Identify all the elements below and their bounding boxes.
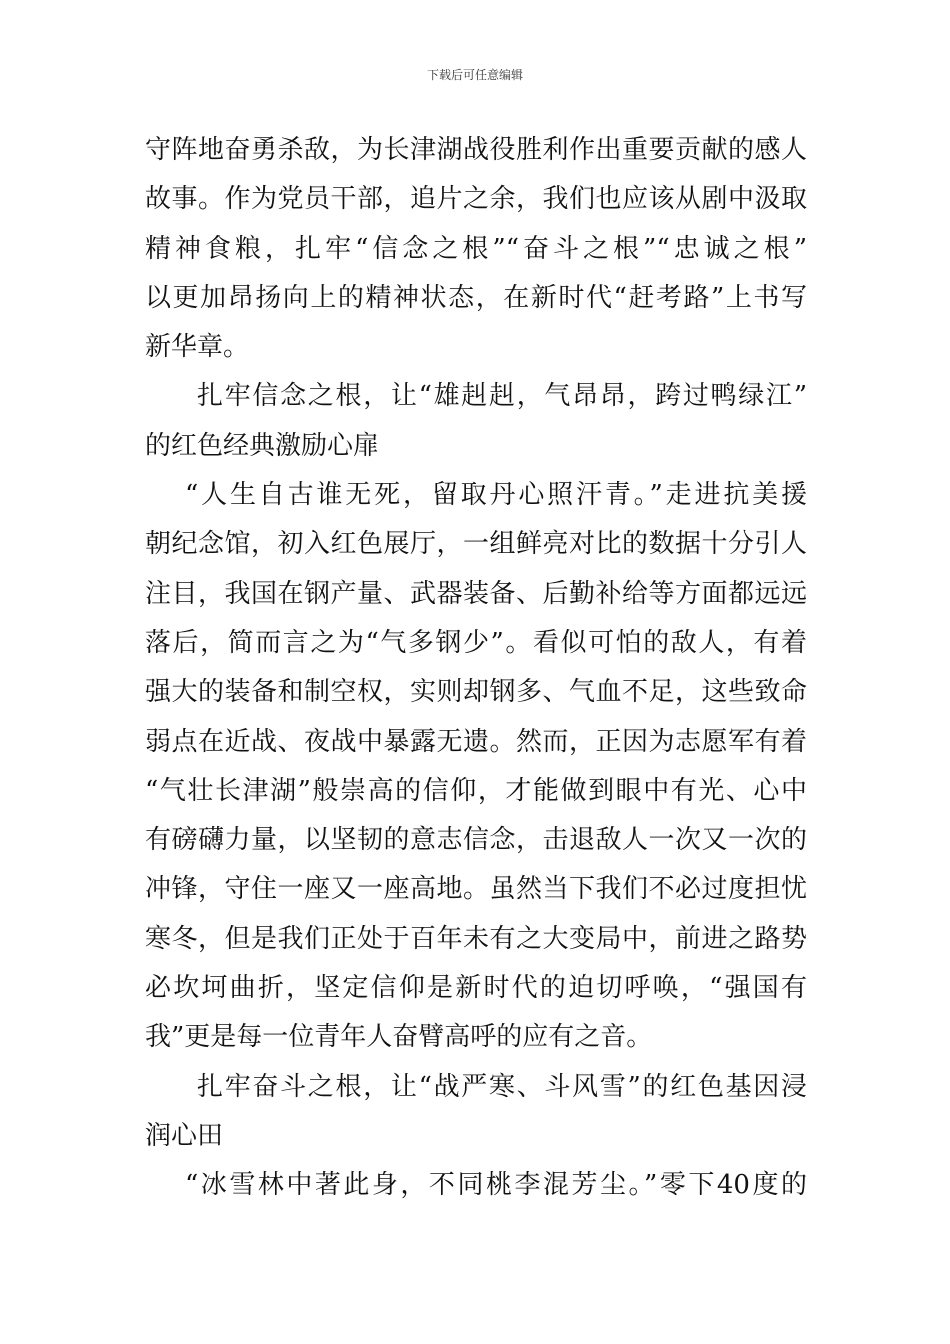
text-line: “冰雪林中著此身，不同桃李混芳尘。”零下40度的 (185, 1170, 807, 1201)
text-line: “人生自古谁无死，留取丹心照汗青。”走进抗美援 (185, 480, 807, 511)
text-line: 精神食粮，扎牢“信念之根”“奋斗之根”“忠诚之根” (145, 233, 807, 264)
text-line: 朝纪念馆，初入红色展厅，一组鲜亮对比的数据十分引人 (145, 529, 807, 560)
text-line: 寒冬，但是我们正处于百年未有之大变局中，前进之路势 (145, 923, 807, 954)
section-heading-line: 润心田 (145, 1120, 224, 1151)
section-heading-line: 扎牢信念之根，让“雄赳赳，气昂昂，跨过鸭绿江” (197, 381, 807, 412)
text-line: 以更加昂扬向上的精神状态，在新时代“赶考路”上书写 (145, 282, 807, 313)
text-line: 新华章。 (145, 332, 250, 363)
text-line: 有磅礴力量，以坚韧的意志信念，击退敌人一次又一次的 (145, 825, 807, 856)
document-body (145, 126, 807, 1211)
text-line: 守阵地奋勇杀敌，为长津湖战役胜利作出重要贡献的感人 (145, 135, 807, 165)
section-heading-line: 的红色经典激励心扉 (145, 430, 380, 461)
page-header: 下载后可任意编辑 (426, 68, 523, 82)
text-line: 必坎坷曲折，坚定信仰是新时代的迫切呼唤，“强国有 (145, 973, 807, 1004)
text-line: 强大的装备和制空权，实则却钢多、气血不足，这些致命 (145, 677, 807, 708)
section-heading-line: 扎牢奋斗之根，让“战严寒、斗风雪”的红色基因浸 (197, 1071, 807, 1102)
text-line: 落后，简而言之为“气多钢少”。看似可怕的敌人，有着 (145, 627, 807, 658)
text-line: 注目，我国在钢产量、武器装备、后勤补给等方面都远远 (145, 578, 807, 609)
text-line: 故事。作为党员干部，追片之余，我们也应该从剧中汲取 (145, 184, 807, 215)
text-line: 我”更是每一位青年人奋臂高呼的应有之音。 (145, 1022, 653, 1053)
text-line: “气壮长津湖”般崇高的信仰，才能做到眼中有光、心中 (145, 775, 807, 806)
text-line: 弱点在近战、夜战中暴露无遗。然而，正因为志愿军有着 (145, 726, 807, 757)
text-line: 冲锋，守住一座又一座高地。虽然当下我们不必过度担忧 (145, 874, 807, 905)
